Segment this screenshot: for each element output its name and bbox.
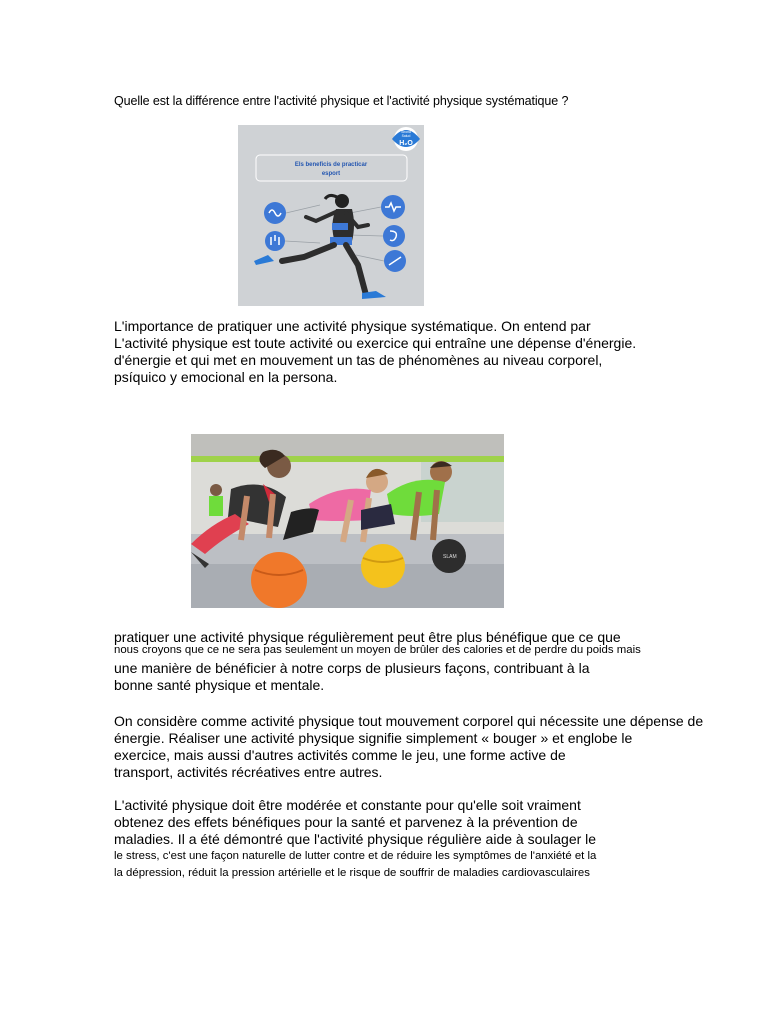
infographic-heading-line1: Els beneficis de practicar (294, 162, 368, 168)
text-line: On considère comme activité physique tout mouvement corporel qui nécessite une dépense de (114, 713, 704, 729)
text-line: maladies. Il a été démontré que l'activité physique régulière aide à soulager le (114, 831, 597, 847)
orange-medicine-ball (251, 552, 307, 608)
text-line: d'énergie et qui met en mouvement un tas de phénomènes au niveau corporel, (114, 352, 603, 368)
text-line: L'activité physique doit être modérée et constante pour qu'elle soit vraiment (114, 797, 581, 813)
infographic-heading-line2: esport (321, 171, 341, 177)
gym-photo (191, 434, 504, 608)
text-line: pratiquer une activité physique régulièrement peut être plus bénéfique que ce que (114, 629, 621, 645)
text-line-small: nous croyons que ce ne sera pas seulement un moyen de brûler des calories et de perdre du poids mais (114, 644, 641, 656)
text-line: énergie. Réaliser une activité physique signifie simplement « bouger » et englobe le (114, 730, 633, 746)
text-line-small: le stress, c'est une façon naturelle de lutter contre et de réduire les symptômes de l'anxiété et la (114, 850, 597, 862)
text-line: psíquico y emocional en la persona. (114, 369, 338, 385)
text-line: une manière de bénéficier à notre corps de plusieurs façons, contribuant à la (114, 660, 590, 676)
paragraph-importance (114, 318, 636, 386)
text-line: obtenez des effets bénéfiques pour la santé et parvenez à la prévention de (114, 814, 578, 830)
ball-brand-label: SLAM (443, 554, 457, 560)
paragraph-definition (114, 713, 703, 781)
question-title: Quelle est la différence entre l'activité physique et l'activité physique systématique ? (114, 94, 569, 108)
paragraph-moderation (114, 797, 596, 882)
text-line: transport, activités récréatives entre autres. (114, 764, 383, 780)
text-line: exercice, mais aussi d'autres activités comme le jeu, une forme active de (114, 747, 566, 763)
yellow-medicine-ball (361, 544, 405, 588)
paragraph-benefits (114, 629, 641, 694)
logo-line2: Salud (401, 134, 411, 138)
text-line: bonne santé physique et mentale. (114, 677, 325, 693)
logo-line1: Sirona (401, 130, 411, 134)
text-line: L'importance de pratiquer une activité physique systématique. On entend par (114, 318, 591, 334)
infographic-image (238, 125, 424, 306)
text-line: L'activité physique est toute activité ou exercice qui entraîne une dépense d'énergie. (114, 335, 637, 351)
text-line-small: la dépression, réduit la pression artérielle et le risque de souffrir de maladies cardiovasculaires (114, 867, 590, 879)
logo-brand: H₂O (399, 140, 413, 147)
stomach-icon (383, 225, 405, 247)
